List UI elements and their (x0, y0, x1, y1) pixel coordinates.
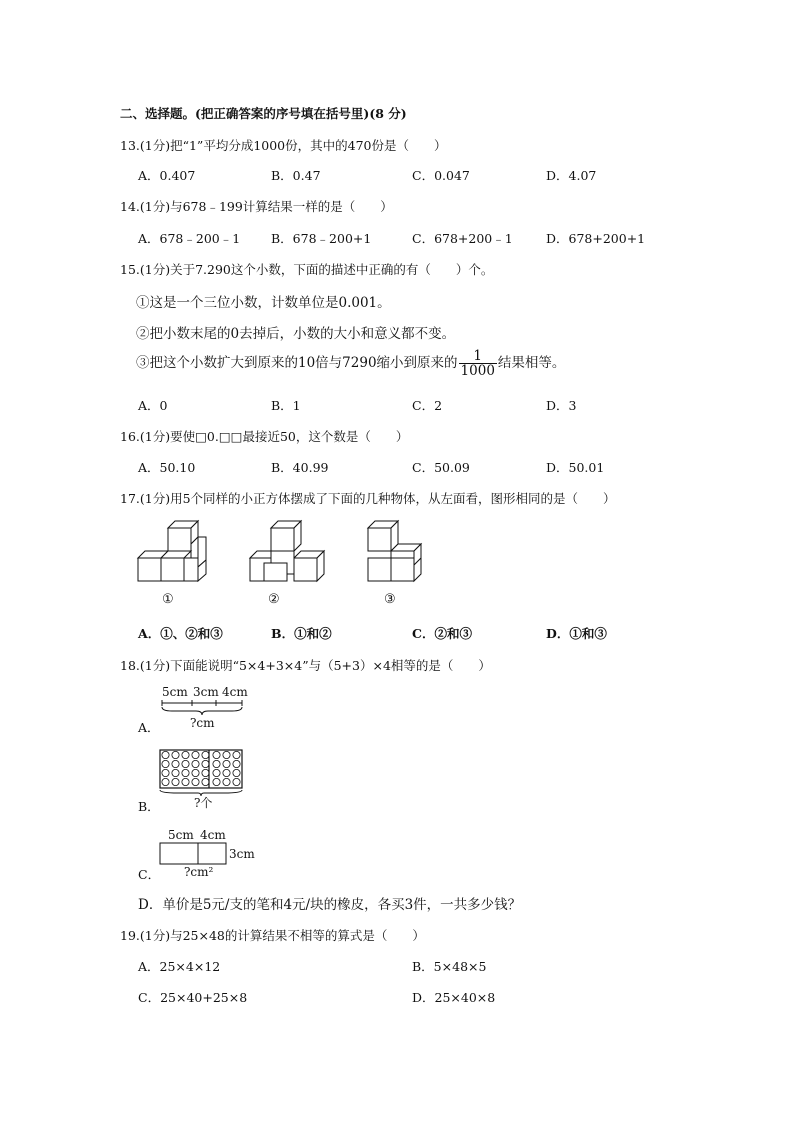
q18b-dot-grid (158, 748, 244, 796)
fraction-numerator: 1 (459, 349, 497, 364)
fraction (459, 349, 497, 378)
q14-option-c: C．678+200﹣1 (412, 231, 513, 246)
q17-option-c: C．②和③ (412, 626, 472, 641)
q16-option-a: A．50.10 (138, 460, 196, 475)
q13-option-d: D．4.07 (546, 168, 597, 183)
q18-option-c-label: C． (138, 867, 161, 882)
q15-statement-3 (136, 349, 565, 378)
q14-option-a: A．678﹣200﹣1 (138, 231, 241, 246)
q15-option-a: A．0 (138, 398, 168, 413)
q19-option-a: A．25×4×12 (138, 959, 221, 974)
q18c-area: ?cm² (184, 865, 214, 879)
q15-statement-3-prefix: ③把这个小数扩大到原来的10倍与7290缩小到原来的 (136, 355, 458, 372)
q15-option-c: C．2 (412, 398, 443, 413)
q18a-total: ?cm (190, 716, 215, 730)
question-19-stem: 19.(1分)与25×48的计算结果不相等的算式是（ ） (120, 928, 425, 943)
q18-option-d: D．单价是5元/支的笔和4元/块的橡皮，各买3件，一共多少钱？ (138, 897, 522, 913)
question-16-stem: 16.(1分)要使□0.□□最接近50，这个数是（ ） (120, 429, 409, 444)
q18c-width-1: 5cm (168, 828, 194, 842)
cube-figure-2-label: ② (268, 592, 280, 607)
q18c-rectangle-diagram (158, 841, 228, 867)
q18b-total: ?个 (194, 796, 213, 810)
q16-option-c: C．50.09 (412, 460, 470, 475)
q18c-width-2: 4cm (200, 828, 226, 842)
q13-option-b: B．0.47 (271, 168, 321, 183)
q19-option-b: B．5×48×5 (412, 959, 487, 974)
q13-option-c: C．0.047 (412, 168, 470, 183)
q17-option-d: D．①和③ (546, 626, 607, 641)
cube-figure-1 (136, 518, 212, 586)
q16-option-d: D．50.01 (546, 460, 605, 475)
question-15-stem: 15.(1分)关于7.290这个小数，下面的描述中正确的有（ ）个。 (120, 262, 494, 277)
q13-option-a: A．0.407 (138, 168, 196, 183)
cube-figure-2 (246, 518, 326, 586)
cube-figure-3-label: ③ (384, 592, 396, 607)
q15-option-b: B．1 (271, 398, 301, 413)
q19-option-c: C．25×40+25×8 (138, 990, 248, 1005)
q17-option-b: B．①和② (271, 626, 332, 641)
cube-figure-1-label: ① (162, 592, 174, 607)
q18a-segment-diagram (160, 698, 246, 718)
q15-statement-1: ①这是一个三位小数，计数单位是0.001。 (136, 295, 391, 311)
q18a-length-2: 3cm (193, 685, 219, 699)
q15-option-d: D．3 (546, 398, 577, 413)
q14-option-b: B．678﹣200+1 (271, 231, 372, 246)
question-18-stem: 18.(1分)下面能说明“5×4+3×4”与（5+3）×4相等的是（ ） (120, 658, 491, 673)
fraction-denominator: 1000 (460, 363, 495, 380)
q16-option-b: B．40.99 (271, 460, 329, 475)
q15-statement-2: ②把小数末尾的0去掉后，小数的大小和意义都不变。 (136, 326, 456, 342)
q18a-length-1: 5cm (162, 685, 188, 699)
q17-option-a: A．①、②和③ (138, 626, 223, 641)
q19-option-d: D．25×40×8 (412, 990, 496, 1005)
question-17-stem: 17.(1分)用5个同样的小正方体摆成了下面的几种物体，从左面看，图形相同的是（ ） (120, 491, 616, 506)
q14-option-d: D．678+200+1 (546, 231, 646, 246)
question-14-stem: 14.(1分)与678﹣199计算结果一样的是（ ） (120, 199, 393, 214)
section-title: 二、选择题。(把正确答案的序号填在括号里)(8 分) (120, 106, 407, 121)
cube-figure-3 (366, 518, 428, 586)
q18-option-b-label: B． (138, 799, 160, 814)
question-13-stem: 13.(1分)把“1”平均分成1000份，其中的470份是（ ） (120, 138, 447, 153)
q15-statement-3-suffix: 结果相等。 (497, 355, 566, 372)
q18a-length-3: 4cm (222, 685, 248, 699)
q18c-height: 3cm (229, 847, 255, 861)
q18-option-a-label: A． (138, 720, 160, 735)
